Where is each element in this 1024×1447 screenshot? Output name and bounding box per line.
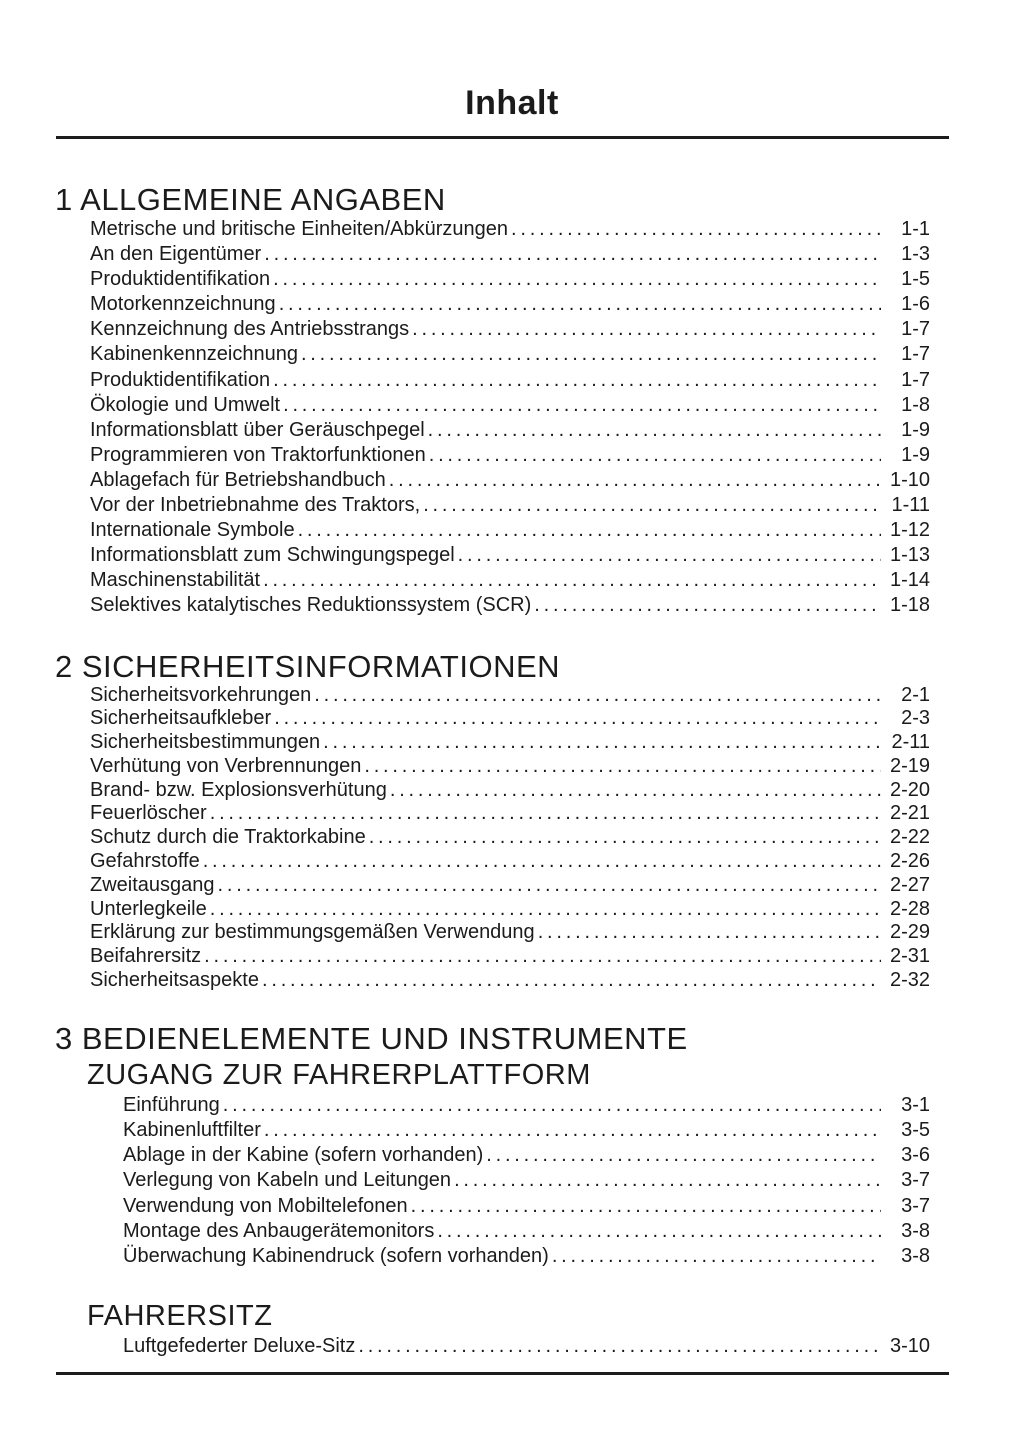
entry-label: Überwachung Kabinendruck (sofern vorhanden) bbox=[123, 1245, 549, 1268]
entry-label: Metrische und britische Einheiten/Abkürzungen bbox=[90, 218, 509, 240]
entry-label: Erklärung zur bestimmungsgemäßen Verwendung bbox=[90, 921, 535, 944]
entry-label: Internationale Symbole bbox=[90, 519, 295, 542]
toc-entry bbox=[90, 242, 930, 267]
toc-entry bbox=[90, 945, 930, 969]
toc-entry bbox=[90, 368, 930, 393]
toc-entry bbox=[123, 1093, 930, 1118]
subsection-heading: FAHRERSITZ bbox=[87, 1300, 273, 1333]
entry-label: Ablagefach für Betriebshandbuch bbox=[90, 468, 386, 491]
entry-page-number: 3-7 bbox=[901, 1169, 930, 1192]
entry-label: Unterlegkeile bbox=[90, 897, 207, 920]
dot-leader bbox=[412, 317, 881, 342]
entry-label: Montage des Anbaugerätemonitors bbox=[123, 1219, 435, 1242]
toc-entry-list bbox=[90, 684, 930, 993]
toc-entry-list bbox=[123, 1093, 930, 1269]
entry-page-number: 2-27 bbox=[889, 873, 930, 896]
entry-page-number: 1-14 bbox=[889, 569, 930, 592]
toc-entry bbox=[90, 518, 930, 543]
entry-label: Zweitausgang bbox=[90, 873, 215, 896]
toc-entry bbox=[90, 267, 930, 292]
toc-entry bbox=[90, 731, 930, 755]
entry-label: Luftgefederter Deluxe-Sitz bbox=[123, 1335, 356, 1358]
toc-entry bbox=[123, 1118, 930, 1143]
entry-label: Produktidentifikation bbox=[90, 268, 271, 291]
entry-label: Verlegung von Kabeln und Leitungen bbox=[123, 1169, 452, 1192]
dot-leader bbox=[301, 342, 881, 367]
entry-label: Kabinenkennzeichnung bbox=[90, 343, 298, 366]
toc-entry bbox=[123, 1143, 930, 1168]
dot-leader bbox=[428, 418, 881, 443]
entry-page-number: 2-3 bbox=[901, 707, 930, 730]
entry-page-number: 2-32 bbox=[889, 969, 930, 992]
entry-page-number: 3-7 bbox=[901, 1194, 930, 1217]
toc-entry bbox=[90, 443, 930, 468]
entry-page-number: 2-19 bbox=[889, 754, 930, 777]
entry-page-number: 1-1 bbox=[901, 218, 930, 240]
toc-entry bbox=[90, 755, 930, 779]
subsection-fahrersitz bbox=[87, 1302, 930, 1359]
entry-label: Ablage in der Kabine (sofern vorhanden) bbox=[123, 1144, 484, 1167]
entry-label: Einführung bbox=[123, 1093, 220, 1116]
dot-leader bbox=[458, 543, 881, 568]
toc-entry bbox=[90, 802, 930, 826]
toc-entry bbox=[90, 779, 930, 803]
entry-page-number: 1-11 bbox=[891, 494, 930, 517]
dot-leader bbox=[364, 755, 881, 779]
top-rule bbox=[56, 136, 949, 139]
dot-leader bbox=[262, 969, 881, 993]
dot-leader bbox=[538, 921, 881, 945]
dot-leader bbox=[204, 945, 881, 969]
entry-page-number: 2-20 bbox=[889, 778, 930, 801]
dot-leader bbox=[511, 217, 881, 242]
dot-leader bbox=[389, 468, 881, 493]
entry-page-number: 3-8 bbox=[901, 1245, 930, 1268]
toc-entry bbox=[90, 292, 930, 317]
entry-page-number: 1-5 bbox=[901, 268, 930, 291]
dot-leader bbox=[210, 898, 881, 922]
entry-page-number: 1-8 bbox=[901, 393, 930, 416]
entry-page-number: 3-1 bbox=[901, 1093, 930, 1116]
toc-entry bbox=[90, 393, 930, 418]
toc-entry bbox=[90, 921, 930, 945]
entry-page-number: 2-11 bbox=[891, 731, 930, 754]
entry-label: Verwendung von Mobiltelefonen bbox=[123, 1194, 408, 1217]
entry-label: Beifahrersitz bbox=[90, 945, 202, 968]
entry-page-number: 2-22 bbox=[889, 826, 930, 849]
dot-leader bbox=[263, 568, 881, 593]
dot-leader bbox=[358, 1334, 881, 1359]
entry-page-number: 1-9 bbox=[901, 418, 930, 441]
entry-page-number: 2-28 bbox=[889, 897, 930, 920]
toc-entry bbox=[90, 874, 930, 898]
dot-leader bbox=[411, 1194, 881, 1219]
toc-entry bbox=[123, 1334, 930, 1359]
dot-leader bbox=[279, 292, 881, 317]
toc-entry bbox=[123, 1194, 930, 1219]
section-allgemeine-angaben bbox=[55, 184, 930, 619]
entry-page-number: 1-7 bbox=[901, 343, 930, 366]
toc-entry bbox=[90, 826, 930, 850]
section-heading: 3 BEDIENELEMENTE UND INSTRUMENTE bbox=[55, 1020, 688, 1056]
toc-entry bbox=[90, 342, 930, 367]
page-title: Inhalt bbox=[465, 84, 559, 122]
toc-entry-list bbox=[123, 1334, 930, 1359]
entry-page-number: 1-12 bbox=[889, 519, 930, 542]
section-sicherheitsinformationen bbox=[55, 648, 930, 993]
entry-page-number: 2-26 bbox=[889, 850, 930, 873]
dot-leader bbox=[223, 1093, 881, 1118]
toc-entry bbox=[123, 1168, 930, 1193]
section-heading: 1 ALLGEMEINE ANGABEN bbox=[55, 182, 446, 217]
dot-leader bbox=[323, 731, 881, 755]
bottom-rule bbox=[56, 1372, 949, 1375]
entry-page-number: 1-9 bbox=[901, 443, 930, 466]
dot-leader bbox=[264, 1118, 881, 1143]
toc-entry bbox=[90, 568, 930, 593]
toc-entry-list bbox=[90, 217, 930, 619]
dot-leader bbox=[552, 1244, 881, 1269]
dot-leader bbox=[390, 779, 881, 803]
toc-entry bbox=[90, 217, 930, 242]
entry-page-number: 3-6 bbox=[901, 1144, 930, 1167]
entry-page-number: 1-6 bbox=[901, 293, 930, 316]
entry-label: Maschinenstabilität bbox=[90, 569, 261, 592]
entry-page-number: 1-7 bbox=[901, 368, 930, 391]
entry-page-number: 3-8 bbox=[901, 1219, 930, 1242]
subsection-heading: ZUGANG ZUR FAHRERPLATTFORM bbox=[87, 1058, 591, 1091]
dot-leader bbox=[486, 1143, 881, 1168]
entry-label: Kennzeichnung des Antriebsstrangs bbox=[90, 318, 410, 341]
entry-label: Feuerlöscher bbox=[90, 802, 207, 825]
toc-entry bbox=[90, 684, 930, 708]
entry-label: Selektives katalytisches Reduktionssystem (SCR) bbox=[90, 594, 532, 617]
entry-page-number: 3-5 bbox=[901, 1119, 930, 1142]
entry-label: Gefahrstoffe bbox=[90, 850, 200, 873]
dot-leader bbox=[534, 593, 881, 618]
dot-leader bbox=[429, 443, 881, 468]
entry-page-number: 2-1 bbox=[901, 683, 930, 706]
entry-page-number: 2-29 bbox=[889, 921, 930, 944]
entry-page-number: 1-3 bbox=[901, 243, 930, 266]
entry-page-number: 1-13 bbox=[889, 544, 930, 567]
dot-leader bbox=[218, 874, 881, 898]
dot-leader bbox=[264, 242, 881, 267]
entry-label: Motorkennzeichnung bbox=[90, 293, 276, 316]
dot-leader bbox=[423, 493, 881, 518]
entry-label: Verhütung von Verbrennungen bbox=[90, 754, 362, 777]
entry-label: Ökologie und Umwelt bbox=[90, 393, 281, 416]
entry-label: An den Eigentümer bbox=[90, 243, 262, 266]
toc-entry bbox=[90, 707, 930, 731]
toc-entry bbox=[90, 317, 930, 342]
dot-leader bbox=[437, 1219, 881, 1244]
toc-entry bbox=[123, 1219, 930, 1244]
dot-leader bbox=[203, 850, 881, 874]
entry-label: Vor der Inbetriebnahme des Traktors, bbox=[90, 494, 421, 517]
section-heading: 2 SICHERHEITSINFORMATIONEN bbox=[55, 648, 561, 684]
dot-leader bbox=[369, 826, 881, 850]
entry-page-number: 1-10 bbox=[889, 468, 930, 491]
entry-page-number: 2-31 bbox=[889, 945, 930, 968]
entry-label: Sicherheitsvorkehrungen bbox=[90, 683, 312, 706]
dot-leader bbox=[454, 1168, 881, 1193]
entry-label: Sicherheitsbestimmungen bbox=[90, 731, 321, 754]
entry-page-number: 1-18 bbox=[889, 594, 930, 617]
entry-page-number: 1-7 bbox=[901, 318, 930, 341]
toc-entry bbox=[90, 898, 930, 922]
entry-label: Sicherheitsaspekte bbox=[90, 969, 259, 992]
toc-entry bbox=[90, 969, 930, 993]
entry-label: Kabinenluftfilter bbox=[123, 1119, 261, 1142]
section-bedienelemente-und-instrumente bbox=[55, 1020, 930, 1360]
entry-label: Schutz durch die Traktorkabine bbox=[90, 826, 366, 849]
toc-entry bbox=[90, 468, 930, 493]
entry-label: Produktidentifikation bbox=[90, 368, 271, 391]
dot-leader bbox=[273, 368, 881, 393]
dot-leader bbox=[274, 707, 881, 731]
dot-leader bbox=[283, 393, 881, 418]
dot-leader bbox=[298, 518, 881, 543]
entry-label: Informationsblatt zum Schwingungspegel bbox=[90, 544, 455, 567]
entry-label: Sicherheitsaufkleber bbox=[90, 707, 272, 730]
entry-label: Brand- bzw. Explosionsverhütung bbox=[90, 778, 387, 801]
toc-entry bbox=[90, 593, 930, 618]
dot-leader bbox=[210, 802, 881, 826]
entry-page-number: 3-10 bbox=[889, 1335, 930, 1358]
toc-entry bbox=[90, 850, 930, 874]
subsection-zugang-zur-fahrerplattform bbox=[87, 1058, 930, 1269]
dot-leader bbox=[273, 267, 881, 292]
toc-entry bbox=[123, 1244, 930, 1269]
toc-entry bbox=[90, 543, 930, 568]
dot-leader bbox=[314, 684, 881, 708]
toc-entry bbox=[90, 493, 930, 518]
entry-label: Informationsblatt über Geräuschpegel bbox=[90, 418, 425, 441]
entry-label: Programmieren von Traktorfunktionen bbox=[90, 443, 426, 466]
entry-page-number: 2-21 bbox=[889, 802, 930, 825]
toc-entry bbox=[90, 418, 930, 443]
